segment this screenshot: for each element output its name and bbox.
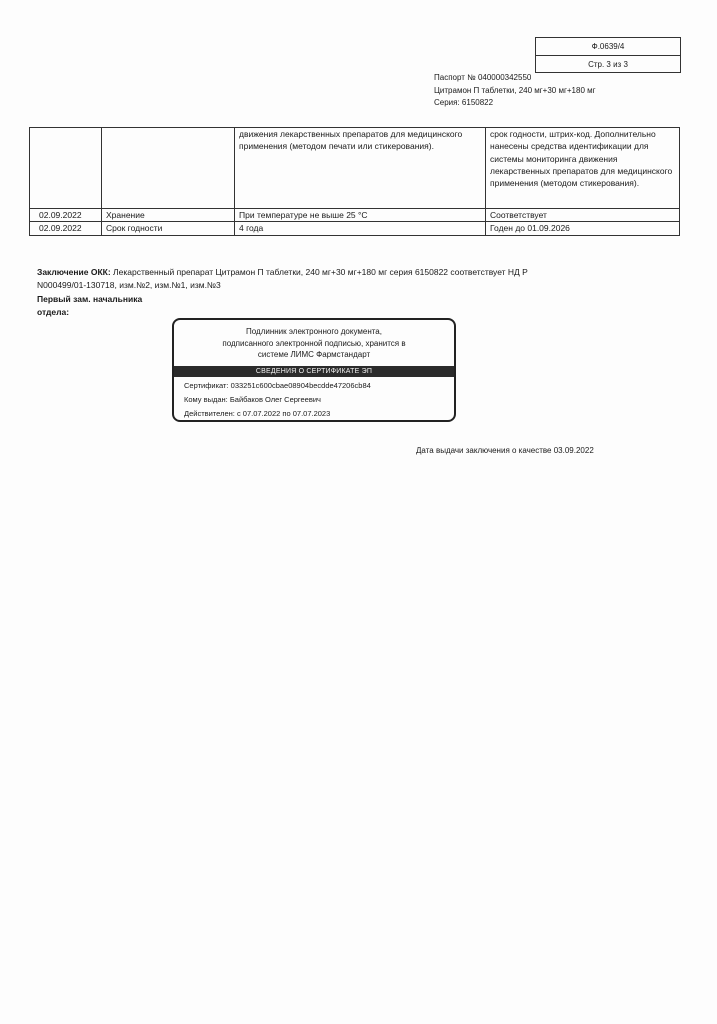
- result-cell: срок годности, штрих-код. Дополнительно нанесены средства идентификации для системы мониторинга движения лекарственных препаратов для медицинского применения (методом стикерования).: [486, 128, 680, 209]
- issued-to-value: Байбаков Олег Сергеевич: [229, 395, 321, 404]
- stamp-text-line: Подлинник электронного документа,: [246, 327, 382, 336]
- norm-cell: 4 года: [235, 222, 486, 235]
- passport-number: Паспорт № 040000342550: [434, 73, 532, 82]
- indicator-cell: [102, 128, 235, 209]
- valid-value: с 07.07.2022 по 07.07.2023: [236, 409, 331, 418]
- indicator-cell: Срок годности: [102, 222, 235, 235]
- series: Серия: 6150822: [434, 98, 494, 107]
- date-cell: 02.09.2022: [30, 209, 102, 222]
- table-row: [30, 222, 680, 235]
- passport-block: [434, 72, 596, 110]
- result-cell: Годен до 01.09.2026: [486, 222, 680, 235]
- norm-cell: движения лекарственных препаратов для медицинского применения (методом печати или стикерования).: [235, 128, 486, 209]
- form-code: Ф.0639/4: [536, 38, 680, 56]
- norm-cell: При температуре не выше 25 °С: [235, 209, 486, 222]
- valid-row: [184, 408, 330, 419]
- table-row: [30, 128, 680, 209]
- issue-date: Дата выдачи заключения о качестве 03.09.2022: [416, 446, 594, 455]
- stamp-text-line: подписанного электронной подписью, хранится в: [222, 338, 406, 348]
- stamp-text-line: системе ЛИМС Фармстандарт: [257, 350, 371, 359]
- stamp-text: [174, 326, 454, 361]
- issued-to-label: Кому выдан:: [184, 395, 228, 404]
- signer-department: отдела:: [37, 306, 70, 317]
- result-cell: Соответствует: [486, 209, 680, 222]
- valid-label: Действителен:: [184, 409, 235, 418]
- signer-title: Первый зам. начальника: [37, 294, 143, 304]
- stamp-band: СВЕДЕНИЯ О СЕРТИФИКАТЕ ЭП: [174, 366, 454, 377]
- certificate-value: 033251c600cbae08904becdde47206cb84: [230, 381, 371, 390]
- page-number: Стр. 3 из 3: [588, 60, 628, 69]
- indicator-cell: Хранение: [102, 209, 235, 222]
- certificate-label: Сертификат:: [184, 381, 229, 390]
- electronic-signature-stamp: [172, 318, 456, 422]
- signer-block: [37, 293, 142, 318]
- qc-conclusion: [37, 266, 557, 292]
- conclusion-label: Заключение ОКК:: [37, 267, 111, 277]
- product-name: Цитрамон П таблетки, 240 мг+30 мг+180 мг: [434, 85, 596, 95]
- table-row: [30, 209, 680, 222]
- certificate-row: [184, 380, 371, 391]
- issued-to-row: [184, 394, 321, 405]
- conclusion-text: Лекарственный препарат Цитрамон П таблетки, 240 мг+30 мг+180 мг серия 6150822 соответствует НД Р N000499/01-130718, изм.№2, изм.№1, изм.№3: [37, 267, 528, 291]
- date-cell: 02.09.2022: [30, 222, 102, 235]
- date-cell: [30, 128, 102, 209]
- results-table: [29, 127, 680, 236]
- form-code-box: [535, 37, 681, 73]
